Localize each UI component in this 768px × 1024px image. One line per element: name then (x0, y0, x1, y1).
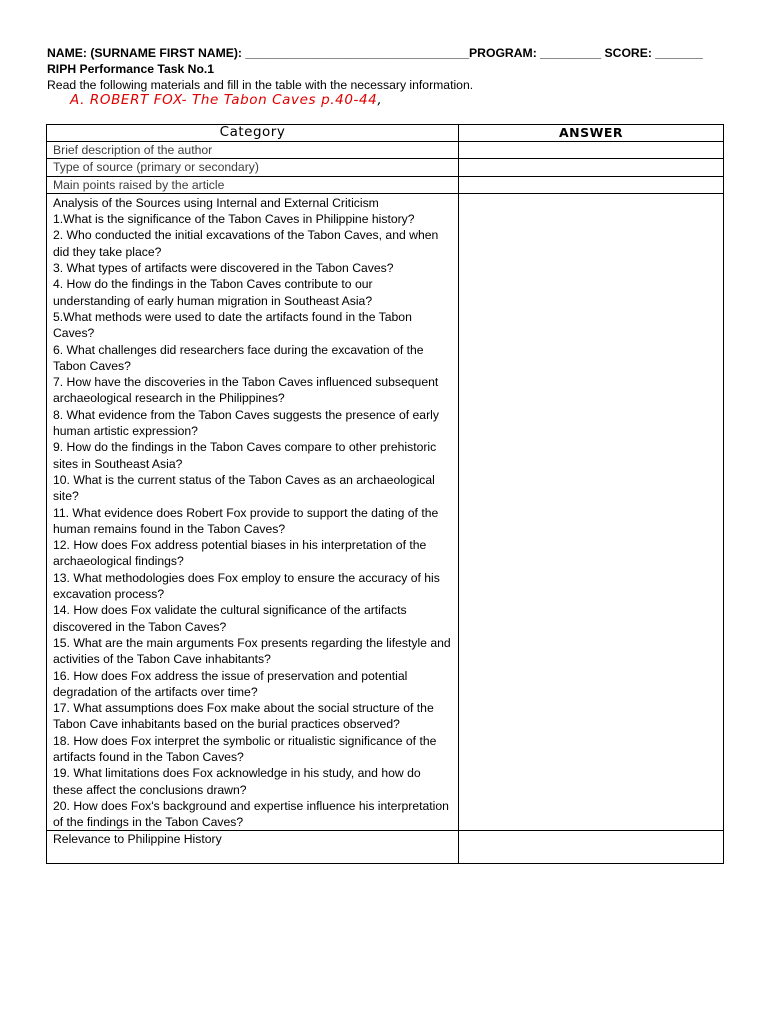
relevance-answer-cell[interactable] (459, 831, 724, 864)
question-item: 13. What methodologies does Fox employ to ensure the accuracy of his excavation process? (53, 570, 440, 602)
table-row (47, 159, 724, 176)
name-program-score-line: NAME: (SURNAME FIRST NAME): _________________________________PROGRAM: _________ SCORE: _______ (47, 46, 703, 60)
question-item: 11. What evidence does Robert Fox provide to support the dating of the human remains found in the Tabon Caves? (53, 505, 439, 536)
analysis-questions-cell (47, 193, 459, 831)
reading-title-text: A. ROBERT FOX- The Tabon Caves p.40-44 (70, 92, 378, 108)
question-item: 15. What are the main arguments Fox presents regarding the lifestyle and activities of the Tabon Cave inhabitants? (53, 635, 451, 667)
category-column-header: Category (47, 125, 459, 142)
question-item: 19. What limitations does Fox acknowledge in his study, and how do these affect the conclusions drawn? (53, 766, 421, 797)
table-row (47, 176, 724, 193)
worksheet-table (46, 124, 724, 864)
question-item: 12. How does Fox address potential biases in his interpretation of the archaeological findings? (53, 538, 427, 569)
question-item: 3. What types of artifacts were discovered in the Tabon Caves? (53, 261, 394, 276)
table-row (47, 193, 724, 831)
source-type-answer-cell[interactable] (459, 159, 724, 176)
source-type-label: Type of source (primary or secondary) (47, 159, 459, 176)
analysis-answer-cell[interactable] (459, 193, 724, 831)
question-item: 4. How do the findings in the Tabon Caves contribute to our understanding of early human migration in Southeast Asia? (53, 277, 373, 308)
question-item: 18. How does Fox interpret the symbolic or ritualistic significance of the artifacts found in the Tabon Caves? (53, 733, 437, 764)
question-item: 17. What assumptions does Fox make about the social structure of the Tabon Cave inhabitants based on the burial practices observed? (53, 701, 434, 732)
author-answer-cell[interactable] (459, 142, 724, 159)
reading-title-comma: , (377, 92, 383, 108)
question-item: 1.What is the significance of the Tabon Caves in Philippine history? (53, 212, 415, 227)
question-item: 16. How does Fox address the issue of preservation and potential degradation of the artifacts over time? (53, 668, 408, 699)
table-row (47, 142, 724, 159)
question-item: 6. What challenges did researchers face during the excavation of the Tabon Caves? (53, 342, 424, 373)
question-item: 2. Who conducted the initial excavations of the Tabon Caves, and when did they take place? (53, 228, 439, 259)
question-item: 14. How does Fox validate the cultural significance of the artifacts discovered in the Tabon Caves? (53, 603, 407, 634)
question-item: 20. How does Fox's background and expertise influence his interpretation of the findings in the Tabon Caves? (53, 798, 449, 830)
answer-column-header: ANSWER (459, 125, 724, 142)
table-header-row (47, 125, 724, 142)
question-item: 7. How have the discoveries in the Tabon Caves influenced subsequent archaeological research in the Philippines? (53, 375, 439, 406)
table-row (47, 831, 724, 864)
task-title: RIPH Performance Task No.1 (47, 62, 215, 76)
relevance-label: Relevance to Philippine History (47, 831, 459, 864)
main-points-label: Main points raised by the article (47, 176, 459, 193)
analysis-heading: Analysis of the Sources using Internal and External Criticism (53, 195, 379, 210)
question-item: 10. What is the current status of the Tabon Caves as an archaeological site? (53, 472, 435, 504)
question-item: 8. What evidence from the Tabon Caves suggests the presence of early human artistic expression? (53, 407, 439, 439)
question-item: 9. How do the findings in the Tabon Caves compare to other prehistoric sites in Southeast Asia? (53, 440, 437, 471)
reading-title (70, 92, 382, 108)
instructions: Read the following materials and fill in the table with the necessary information. (47, 78, 474, 92)
question-item: 5.What methods were used to date the artifacts found in the Tabon Caves? (53, 309, 412, 341)
main-points-answer-cell[interactable] (459, 176, 724, 193)
author-description-label: Brief description of the author (47, 142, 459, 159)
